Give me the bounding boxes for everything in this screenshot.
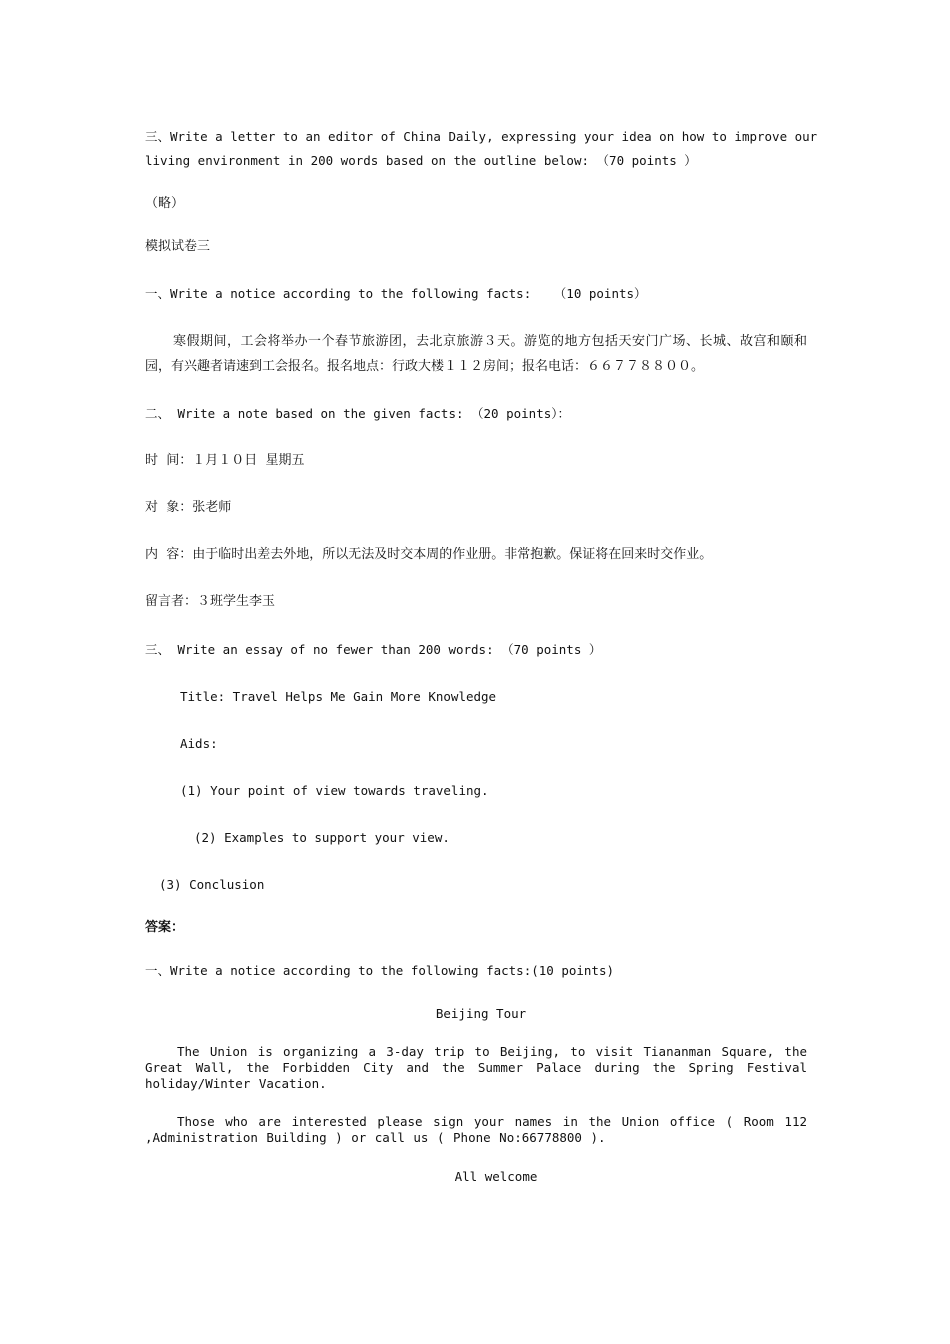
question-2-recipient: 对 象：张老师 [145,500,232,515]
prev-question-3-line-1: 三、Write a letter to an editor of China Daily, expressing your idea on how to improve our [145,129,818,144]
prev-question-3-line-2: living environment in 200 words based on the outline below: （70 points ） [145,153,697,168]
question-1-heading: 一、Write a notice according to the following facts: （10 points） [145,286,647,301]
question-3-heading: 三、 Write an essay of no fewer than 200 words: （70 points ） [145,642,602,657]
question-2-heading: 二、 Write a note based on the given facts: （20 points）： [145,406,571,421]
question-1-body: 寒假期间，工会将举办一个春节旅游团，去北京旅游３天。游览的地方包括天安门广场、长城、故宫和颐和园，有兴趣者请速到工会报名。报名地点：行政大楼１１２房间；报名电话：６６７７８８００。 [145,334,807,374]
question-3-aids-label: Aids: [180,736,218,751]
notice-closing: All welcome [454,1169,538,1184]
exam-3-title: 模拟试卷三 [145,239,211,254]
question-2-sender: 留言者：３班学生李玉 [145,594,276,609]
answer-1-heading: 一、Write a notice according to the following facts:(10 points) [145,963,615,978]
omitted-note: （略） [145,196,185,211]
question-3-aid-2: (2) Examples to support your view. [194,830,450,845]
notice-title: Beijing Tour [435,1006,527,1021]
question-2-content: 内 容：由于临时出差去外地，所以无法及时交本周的作业册。非常抱歉。保证将在回来时交作业。 [145,547,713,562]
notice-paragraph-1: The Union is organizing a 3-day trip to Beijing, to visit Tiananman Square, the Great Wall, the Forbidden City and the Summer Palace during the Spring Festival holiday/Winter Vacation. [145,1044,807,1091]
question-3-aid-1: (1) Your point of view towards traveling. [180,783,489,798]
question-3-aid-3: (3) Conclusion [159,877,265,892]
question-3-title: Title: Travel Helps Me Gain More Knowledge [180,689,497,704]
question-2-time: 时 间：１月１０日 星期五 [145,453,305,468]
answers-heading: 答案： [145,920,185,935]
notice-paragraph-2: Those who are interested please sign your names in the Union office ( Room 112 ,Administration Building ) or call us ( Phone No:66778800 ). [145,1114,807,1145]
